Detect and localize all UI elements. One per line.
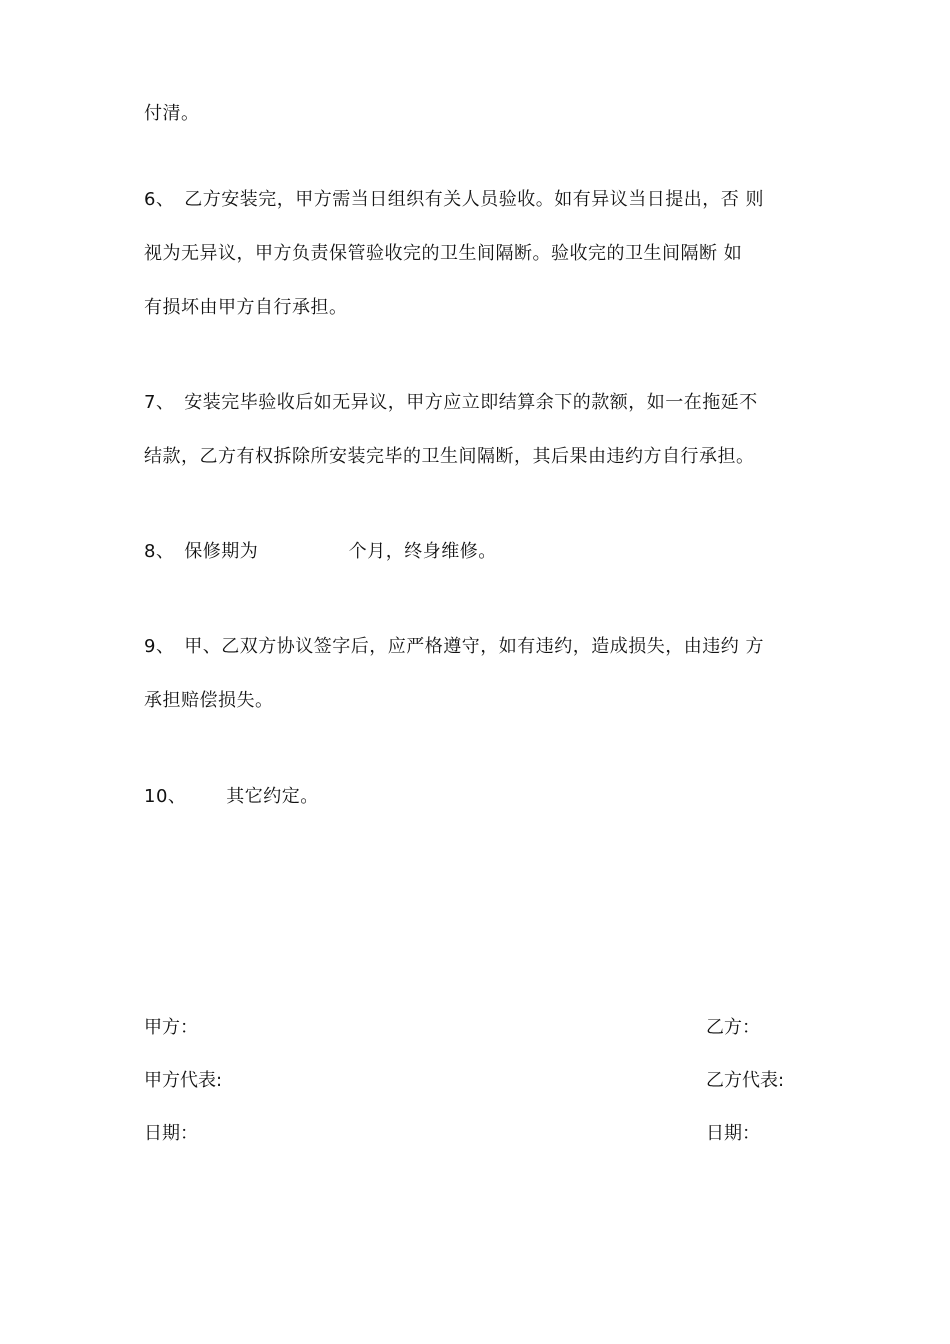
clause-7-line-1: 安装完毕验收后如无异议，甲方应立即结算余下的款额，如一在拖延不 [184,392,758,413]
clause-8-text-before-blank: 保修期为 [184,541,259,562]
party-b-label: 乙方： [706,1017,760,1038]
intro-line: 付清。 [144,103,200,124]
clause-7-first-line [144,390,758,416]
clause-6-line-2: 视为无异议，甲方负责保管验收完的卫生间隔断。验收完的卫生间隔断 如 [144,243,743,264]
clause-10-text: 其它约定。 [226,786,319,807]
party-a-date-label: 日期： [144,1123,198,1144]
clause-6-first-line [144,187,764,213]
clause-7-line-2: 结款，乙方有权拆除所安装完毕的卫生间隔断，其后果由违约方自行承担。 [144,446,755,467]
party-a-label: 甲方： [144,1017,198,1038]
clause-8-number: 8、 [144,541,175,562]
clause-6-line-3: 有损坏由甲方自行承担。 [144,297,348,318]
clause-9-line-2: 承担赔偿损失。 [144,690,274,711]
clause-10-line [144,784,319,810]
clause-9-line-1: 甲、乙双方协议签字后，应严格遵守，如有违约，造成损失，由违约 方 [184,636,764,657]
clause-8-line [144,539,497,565]
clause-9-first-line [144,634,764,660]
party-b-rep-label: 乙方代表: [706,1070,785,1091]
clause-8-text-after-blank: 个月，终身维修。 [348,541,497,562]
party-b-date-label: 日期： [706,1123,760,1144]
clause-9-number: 9、 [144,636,175,657]
clause-6-line-1: 乙方安装完，甲方需当日组织有关人员验收。如有异议当日提出，否 则 [184,189,764,210]
clause-6-number: 6、 [144,189,175,210]
party-a-rep-label: 甲方代表: [144,1070,223,1091]
clause-10-number: 10、 [144,786,187,807]
clause-7-number: 7、 [144,392,175,413]
